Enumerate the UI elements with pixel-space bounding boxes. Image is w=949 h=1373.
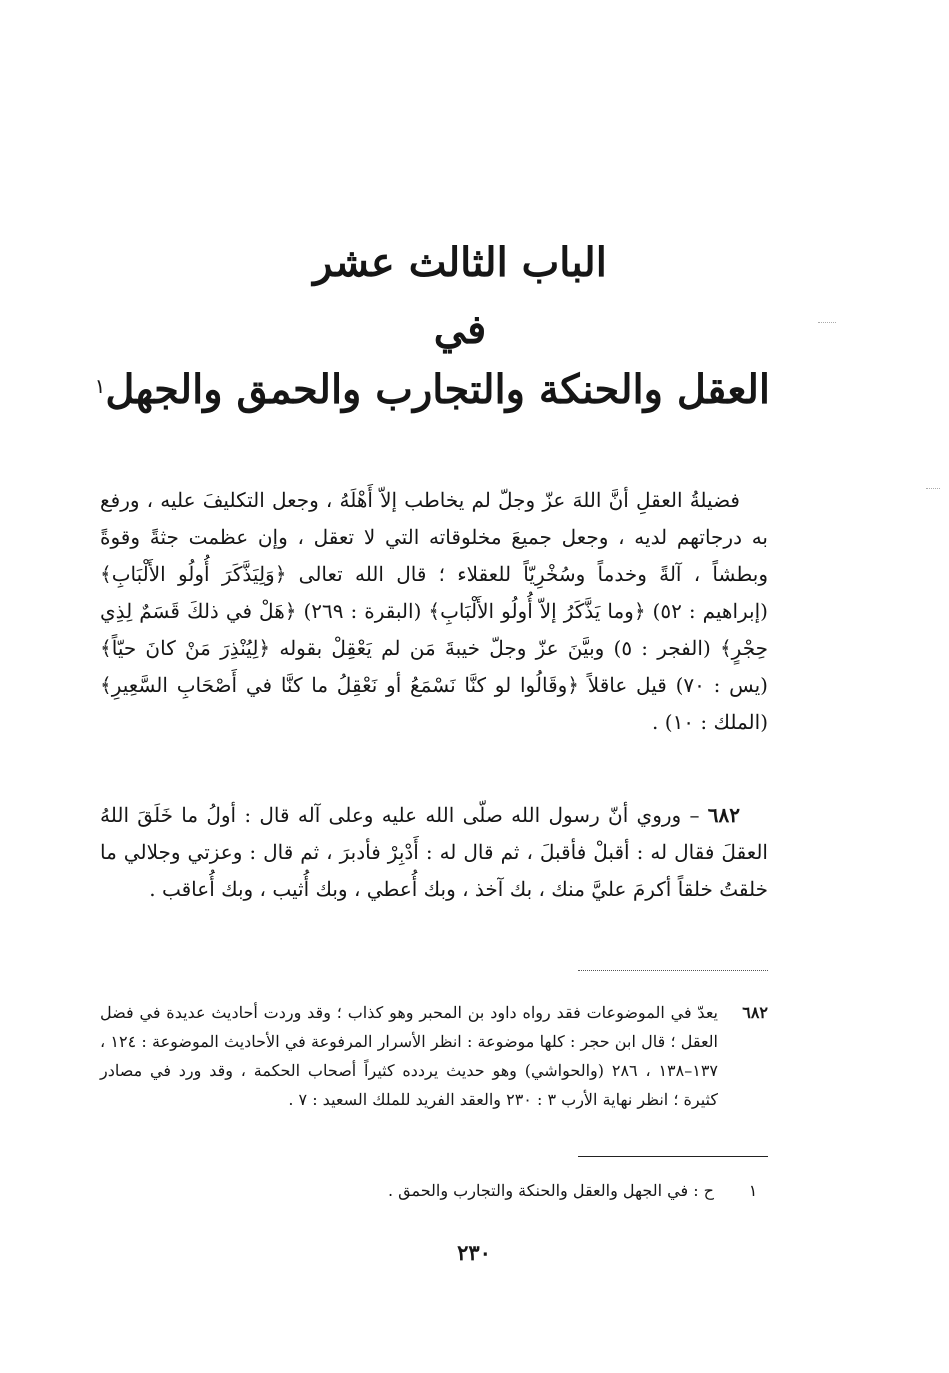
intro-paragraph: فضيلةُ العقلِ أنَّ اللهَ عزّ وجلّ لم يخاطب إلاّ أَهْلَهُ ، وجعل التكليفَ عليه ، ورفع به درجاتهم لديه ، وجعل جميعَ مخلوقاته التي لا تعقل ، وإن عظمت جثةً وقوةً وبطشاً ، آلةً وخدماً وسُخْرِيّاً للعقلاء ؛ قال الله تعالى ﴿وَلِيَذَّكَرَ أُولُو الأَلْبَابِ﴾ (إبراهيم : ٥٢) ﴿وما يَذَّكَرُ إلاّ أُولُو الأَلْبَابِ﴾ (البقرة : ٢٦٩) ﴿هَلْ في ذلكَ قَسَمٌ لِذِي حِجْرٍ﴾ (الفجر : ٥) وبيَّنَ عزّ وجلّ خيبةَ مَن لم يَعْقِلْ بقوله ﴿لِيُنْذِرَ مَنْ كانَ حيّاً﴾ (يس : ٧٠) قيل عاقلاً ﴿وقَالُوا لو كنَّا نَسْمَعُ أو نَعْقِلُ ما كنَّا في أَصْحَابِ السَّعِيرِ﴾ (الملك : ١٠) . xyxy=(100,488,768,734)
hadith-text: – وروي أنّ رسول الله صلّى الله عليه وعلى آله قال : أولُ ما خَلَقَ اللهُ العقلَ فقال له : أقبلْ فأقبلَ ، ثم قال له : أَدْبِرْ فأدبرَ ، ثم قال : وعزتي وجلالي ما خلقتُ خلقاً أكرمَ عليَّ منك ، بك آخذ ، وبك أُعطي ، وبك أُثيب ، وبك أُعاقب . xyxy=(100,803,768,901)
chapter-subject xyxy=(94,365,770,415)
margin-mark-top xyxy=(818,322,836,323)
footnote-one-number: ١ xyxy=(748,1181,758,1200)
chapter-preposition: في xyxy=(433,306,487,353)
footnote-one-text: ح : في الجهل والعقل والحنكة والتجارب والحمق . xyxy=(387,1181,714,1200)
hadith-number: ٦٨٢ xyxy=(707,803,740,827)
chapter-subject-text: العقل والحنكة والتجارب والحمق والجهل xyxy=(105,366,770,413)
footnote-one xyxy=(100,1176,768,1205)
footnote-hadith xyxy=(100,998,768,1114)
page-number: ٢٣٠ xyxy=(457,1240,491,1265)
chapter-footnote-marker: ١ xyxy=(94,374,106,398)
footnote-hadith-number: ٦٨٢ xyxy=(742,1003,768,1022)
footnote-divider-dotted xyxy=(578,970,768,971)
hadith-paragraph xyxy=(100,797,768,908)
footnote-hadith-text: يعدّ في الموضوعات فقد رواه داود بن المحبر وهو كذاب ؛ وقد وردت أحاديث عديدة في فضل العقل ؛ قال ابن حجر : كلها موضوعة : انظر الأسرار المرفوعة في الأحاديث الموضوعة : ١٢٤ ، ١٣٧–١٣٨ ، ٢٨٦ (والحواشي) وهو حديث يردده كثيراً أصحاب الحكمة ، وقد ورد في مصادر كثيرة ؛ انظر نهاية الأرب ٣ : ٢٣٠ والعقد الفريد للملك السعيد : ٧ . xyxy=(100,1003,719,1109)
footnote-divider-solid xyxy=(578,1156,768,1157)
margin-mark-right xyxy=(926,488,940,489)
chapter-title: الباب الثالث عشر xyxy=(313,239,607,286)
